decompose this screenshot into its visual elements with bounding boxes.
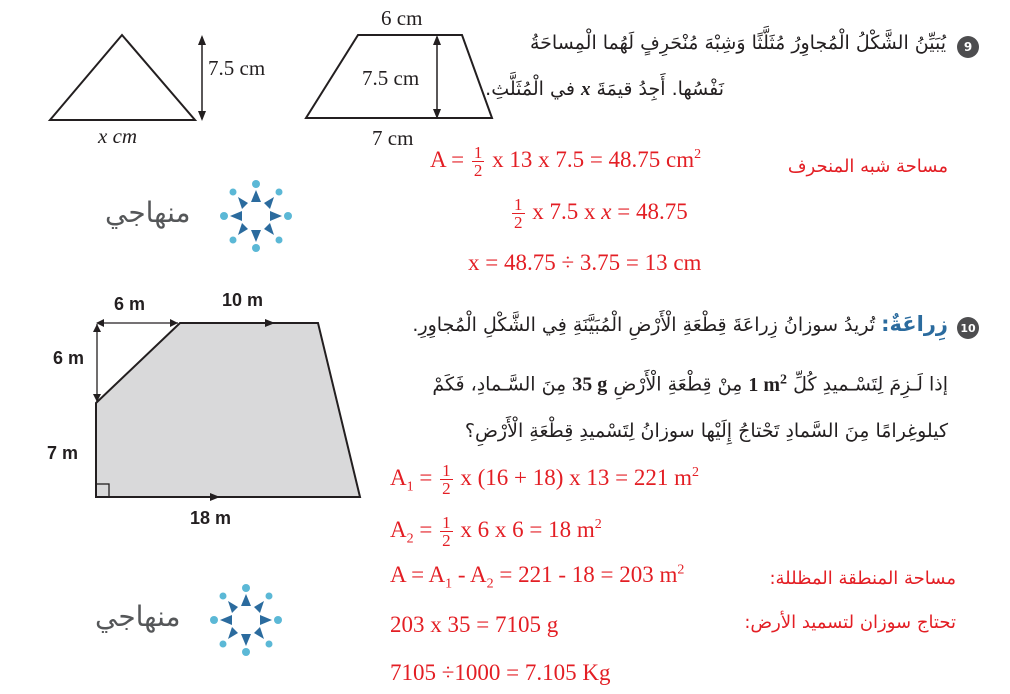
problem-9-line-2-part-a: نَفْسُها. أَجِدُ قيمَةَ [596,78,724,100]
a2-eq: = [419,516,433,542]
a1-fraction [440,462,453,497]
problem-10-line-2-a: إذا لَـزِمَ لِتَسْـميدِ كُلِّ [793,373,948,396]
shaded-area-label: مساحة المنطقة المظللة: [769,568,956,589]
triangle-base-label: x cm [98,124,138,148]
land-plot-figure [60,290,380,520]
manhaji-logo-2 [95,582,295,662]
solution-10-a-total [390,562,684,593]
a2-pre: A [390,516,407,542]
problem-10-line-1-text: تُريدُ سوزانُ زِراعَةَ قِطْعَةِ الْأَرْضِ الْمُبَيَّنَةِ فِي الشَّكْلِ الْمُجاوِرِ. [412,314,876,336]
area-unit-text: 1 m [748,373,781,396]
area-unit-sup: 2 [780,372,788,387]
triangle-height-label: 7.5 cm [208,56,266,80]
manhaji-logo-1 [105,178,305,258]
solution-10-kg: 7105 ÷1000 = 7.105 Kg [390,660,611,685]
logo-text-1: منهاجي [105,196,191,229]
sol2-frac-num: 1 [514,195,523,214]
logo-text-2: منهاجي [95,600,181,633]
plot-side-offset-label: 6 m [53,348,85,368]
sol1-post: x 13 x 7.5 = 48.75 cm [492,146,695,172]
a2-frac-num: 1 [442,513,451,532]
trapezoid-bottom-label: 7 cm [372,126,414,150]
problem-10-number-badge: 10 [957,317,979,339]
solution-10-grams: 203 x 35 = 7105 g [390,612,559,637]
sol2-frac-den: 2 [514,213,523,232]
problem-10-area-unit [748,374,787,396]
problem-9-number-badge: 9 [957,36,979,58]
solution-10-a2 [390,514,602,549]
a1-sup: 2 [692,465,700,481]
a2-post: x 6 x 6 = 18 m [460,516,595,542]
a2-sup: 2 [594,517,602,533]
problem-10-line-2-b: مِنْ قِطْعَةِ الْأَرْضِ [613,373,743,396]
sol1-sup: 2 [694,147,702,163]
solution-9-line-2 [510,196,688,231]
a1-post: x (16 + 18) x 13 = 221 m [460,464,693,490]
a1-eq: = [419,464,433,490]
a2-sub: 2 [406,531,414,547]
logo-emblem-icon [205,582,287,658]
sol1-frac-den: 2 [473,161,483,180]
problem-9-line-1: يُبَيِّنُ الشَّكْلُ الْمُجاوِرُ مُثَلَّثًا وَشِبْهَ مُنْحَرِفٍ لَهُما الْمِساحَةُ [530,32,946,54]
grams-label: تحتاج سوزان لتسميد الأرض: [744,612,956,633]
a1-sub: 1 [406,479,414,495]
logo-emblem-icon [215,178,297,254]
plot-top-length-label: 10 m [222,290,264,310]
sol2-post: x 7.5 x [532,198,596,224]
a-total-b: - A [457,562,487,587]
a1-frac-den: 2 [442,479,451,498]
a-total-c: = 221 - 18 = 203 m [499,562,678,587]
problem-10-line-2-c: مِنَ السَّـمادِ، فَكَمْ [432,373,567,396]
problem-10-grams: 35 g [572,373,608,396]
problem-10-title: زِراعَةٌ: [881,312,948,336]
triangle-figure [40,25,290,150]
plot-top-offset-label: 6 m [114,294,146,314]
a-total-sup: 2 [677,562,685,578]
sol1-pre: A = [430,146,465,172]
a2-frac-den: 2 [442,531,451,550]
trapezoid-height-label: 7.5 cm [362,66,420,90]
solution-9-line-3: x = 48.75 ÷ 3.75 = 13 cm [468,250,702,275]
sol2-fraction [512,196,525,231]
problem-9-variable: x [580,79,591,100]
solution-9-line-1 [430,144,701,179]
a1-frac-num: 1 [442,461,451,480]
sol2-end: = 48.75 [617,198,688,224]
solution-10-a1 [390,462,699,497]
problem-9-line-2 [485,78,724,101]
a1-pre: A [390,464,407,490]
problem-10-line-2 [432,372,948,397]
a2-fraction [440,514,453,549]
plot-left-height-label: 7 m [47,443,79,463]
sol2-variable: x [601,198,612,224]
plot-bottom-length-label: 18 m [190,508,232,528]
sol1-fraction [472,144,485,179]
solution-9-label: مساحة شبه المنحرف [787,156,948,177]
a-total-a: A = A [390,562,446,587]
trapezoid-top-label: 6 cm [381,6,423,30]
a-total-sub1: 1 [445,576,453,592]
sol1-frac-num: 1 [473,143,483,162]
a-total-sub2: 2 [486,576,494,592]
problem-10-line-3: كيلوغِرامًا مِنَ السَّمادِ تَحْتاجُ إِلَيْها سوزانُ لِتَسْميدِ قِطْعَةِ الْأَرْضِ؟ [464,420,948,442]
problem-10-line-1 [412,312,948,336]
problem-9-line-2-part-b: في الْمُثَلَّثِ. [485,78,575,100]
